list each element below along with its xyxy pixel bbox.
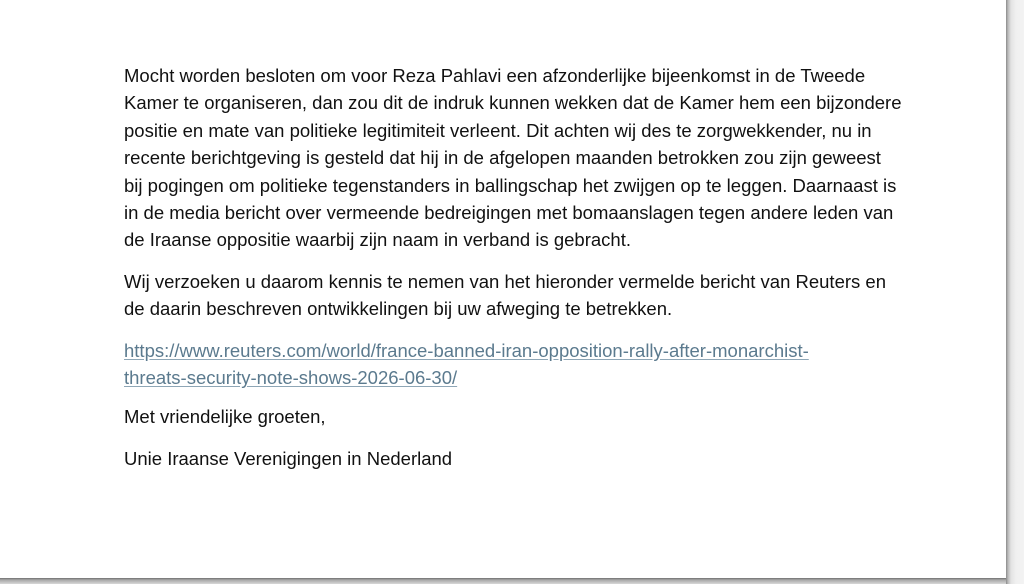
paragraph-request: Wij verzoeken u daarom kennis te nemen van het hieronder vermelde bericht van Reuters en de daarin beschreven ontwikkelingen bij uw afweging te betrekken. xyxy=(124,270,886,320)
signature: Unie Iraanse Verenigingen in Nederland xyxy=(124,447,453,469)
closing-salutation: Met vriendelijke groeten, xyxy=(124,406,326,428)
letter-body xyxy=(124,62,904,486)
page-right-edge xyxy=(1006,0,1024,584)
paragraph-concern: Mocht worden besloten om voor Reza Pahlavi een afzonderlijke bijeenkomst in de Tweede Kamer te organiseren, dan zou dit de indruk kunnen wekken dat de Kamer hem een bijzondere positie en mate van politieke legitimiteit verleent. Dit achten wij des te zorgwekkender, nu in recente berichtgeving is gesteld dat hij in de afgelopen maanden betrokken zou zijn geweest bij pogingen om politieke tegenstanders in ballingschap het zwijgen op te leggen. Daarnaast is in de media bericht over vermeende bedreigingen met bomaanslagen tegen andere leden van de Iraanse oppositie waarbij zijn naam in verband is gebracht. xyxy=(124,65,902,251)
reuters-link-line-2[interactable]: threats-security-note-shows-2026-06-30/ xyxy=(124,367,458,389)
reuters-link[interactable] xyxy=(124,337,904,392)
reuters-link-line-1[interactable]: https://www.reuters.com/world/france-banned-iran-opposition-rally-after-monarchist- xyxy=(124,339,809,361)
page-bottom-edge xyxy=(0,578,1006,584)
